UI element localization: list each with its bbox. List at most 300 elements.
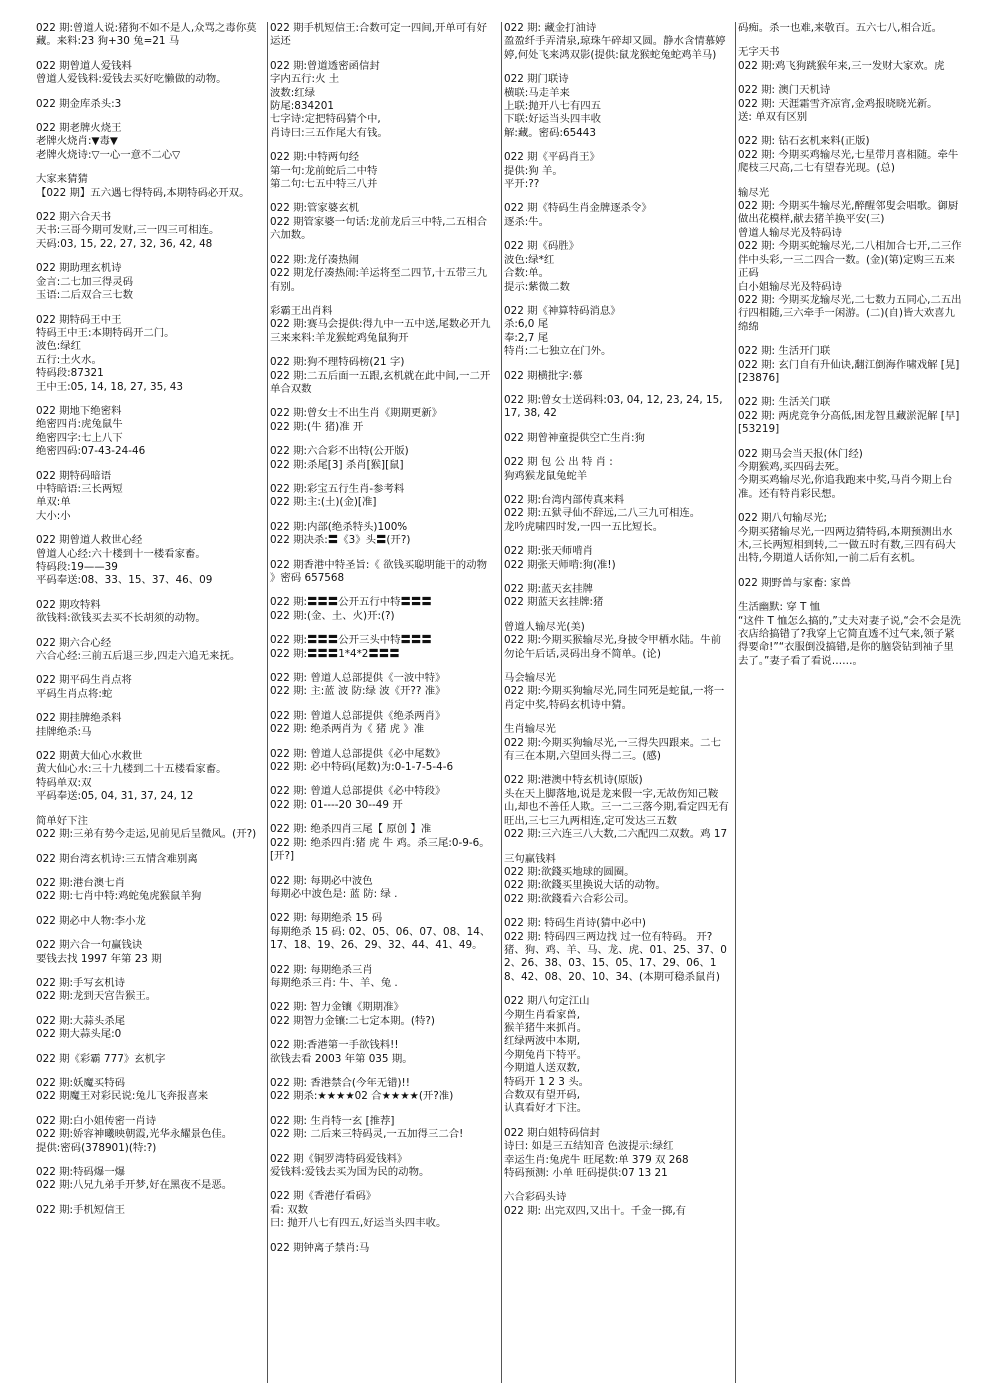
text-block [270, 1115, 495, 1142]
block-line: 老牌火烧诗:▽一心一意不二心▽ [36, 148, 181, 161]
text-block [504, 305, 729, 359]
block-heading: 022 期平码生肖点将 [36, 674, 132, 687]
text-block [36, 122, 261, 162]
block-heading: 022 期《神算特码消息》 [504, 304, 621, 317]
block-heading: 022 期: 特码生肖诗(猜中必中) [504, 917, 646, 930]
block-line: 曾道人爱钱料:爱钱去买好吃懒做的动物。 [36, 73, 227, 86]
text-block [270, 356, 495, 396]
text-block [270, 823, 495, 863]
block-line: 022 期:(牛 猪)准 开 [270, 420, 364, 433]
block-heading: 马会输尽光 [504, 672, 556, 685]
block-line: 杀:6,0 尾 [504, 318, 549, 331]
text-block [270, 1153, 495, 1180]
block-line: 天书:三哥今期可发财,三一四三可相连。 [36, 224, 220, 237]
block-line: 022 期:欲錢买地球的圆圈。 [504, 865, 635, 878]
block-heading: 022 期:大蒜头杀尾 [36, 1014, 125, 1027]
block-heading: 022 期助理玄机诗 [36, 262, 122, 275]
block-heading: 022 期:龙仔凑热闹 [270, 253, 359, 266]
text-block [270, 407, 495, 434]
block-heading: 022 期门联诗 [504, 73, 569, 86]
block-heading: 022 期: 曾道人总部提供《一波中特》 [270, 672, 446, 685]
block-heading: 022 期必中人物:李小龙 [36, 914, 146, 927]
block-heading: 022 期: 钻石玄机来料(正版) [738, 135, 870, 148]
block-heading: 022 期: 曾道人总部提供《绝杀两肖》 [270, 709, 446, 722]
block-line: 大小:小 [36, 509, 71, 522]
block-line: 单双:单 [36, 496, 71, 509]
text-block [504, 917, 729, 984]
block-heading: 简单好下注 [36, 814, 88, 827]
block-line: 022 期决杀:〓《3》头〓(开?) [270, 534, 411, 547]
text-block [36, 853, 261, 866]
block-line: 022 期杀:★★★★02 合★★★★(开?准) [270, 1090, 454, 1103]
block-line: 黄大仙心水:三十九楼到二十五楼看家畜。 [36, 763, 227, 776]
block-line: 老牌火烧肖:▼毒▼ [36, 135, 118, 148]
text-block [270, 875, 495, 902]
block-heading: 022 期《平码肖王》 [504, 151, 600, 164]
block-heading: 022 期金库杀头:3 [36, 97, 122, 110]
text-block [36, 60, 261, 87]
text-block [36, 939, 261, 966]
text-block [504, 723, 729, 763]
block-line: 波色:绿*红 [504, 253, 555, 266]
block-line: 022 期:(金、土、火)开:(?) [270, 609, 395, 622]
block-line: 波色:绿红 [36, 340, 82, 353]
block-line: 今期买猪输尽光,一四两边猜特码,本期预测出水木,三长两短相到转,二一做五时有数,三四有码大出特,今期道人话你知,一前二后有玄机。 [738, 525, 956, 565]
block-heading: 022 期: 曾道人总部提供《必中特段》 [270, 785, 446, 798]
text-block [504, 853, 729, 907]
text-block [738, 46, 963, 73]
text-block [504, 1191, 729, 1218]
block-line: 五行:土火水。 [36, 353, 102, 366]
block-line: 中特暗语:三长两短 [36, 482, 123, 495]
block-heading: 022 期:白小姐传密一肖诗 [36, 1114, 157, 1127]
block-heading: 生肖输尽光 [504, 723, 556, 736]
block-heading: 022 期: 曾道人总部提供《必中尾数》 [270, 747, 446, 760]
text-block [504, 22, 729, 62]
block-heading: 022 期:〓〓〓公开三头中特〓〓〓 [270, 634, 432, 647]
block-heading: 022 期曾道人爱钱料 [36, 59, 132, 72]
block-line: 要钱去找 1997 年第 23 期 [36, 952, 162, 965]
text-block [270, 559, 495, 586]
text-column [34, 22, 268, 1383]
block-line: 022 期: 玄门自有升仙诀,翻江倒海作啸戏解 [晃] [23876] [738, 358, 960, 384]
text-block [36, 98, 261, 111]
block-line: 022 期龙仔凑热闹:羊运将至二四节,十五带三九有别。 [270, 267, 487, 293]
block-heading: 022 期六合一句赢钱诀 [36, 939, 143, 952]
block-line: 022 期:赛马会提供:得九中一五中送,尾数必开九三来来料:羊龙猴蛇鸡兔鼠狗开 [270, 318, 491, 344]
block-heading: 022 期特码王中王 [36, 313, 122, 326]
block-line: 022 期:杀尾[3] 杀肖[猴][鼠] [270, 458, 404, 471]
block-line: 022 期张天师啃:狗(准!) [504, 558, 616, 571]
block-line: 022 期: 今期买龙输尽光,二七数力五同心,二五出行四相随,三六牵手一闲游。(二)(自)皆大欢喜九绵绵 [738, 293, 962, 333]
block-line: 波数:红绿 [270, 86, 316, 99]
text-block [504, 545, 729, 572]
block-line: 解:藏。密码:65443 [504, 126, 597, 139]
block-line: 特码预测: 小单 旺码提供:07 13 21 [504, 1167, 668, 1180]
block-line: 022 期:〓〓〓1*4*2〓〓〓 [270, 647, 400, 660]
block-line: 今期兔肖下特平。 [504, 1048, 588, 1061]
text-block [36, 1053, 261, 1066]
text-block [270, 1039, 495, 1066]
block-line: 022 期: 今期买鸡输尽光,七星带月喜相随。牵牛爬枝三尺高,二七有望春光现。(总) [738, 148, 959, 175]
text-block [504, 240, 729, 294]
block-line: 022 期:欲錢看六合彩公司。 [504, 892, 635, 905]
block-line: 022 期: 01----20 30--49 开 [270, 798, 403, 811]
block-line: 每期绝杀 15 码: 02、05、06、07、08、14、17、18、19、26、29、32、44、41、49。 [270, 925, 491, 952]
text-block [36, 674, 261, 701]
block-heading: 022 期:香港第一手欲钱料!! [270, 1039, 399, 1052]
text-block [36, 262, 261, 302]
block-line: 六合心经:三前五后退三步,四走六追无来抚。 [36, 650, 241, 663]
block-heading: 022 期:〓〓〓公开五行中特〓〓〓 [270, 596, 432, 609]
block-heading: 曾道人输尽光(美) [504, 620, 585, 633]
block-line: 第一句:龙前蛇后二中特 [270, 164, 378, 177]
block-heading: 022 期: 绝杀四肖三尾【 原创 】准 [270, 823, 432, 836]
block-heading: 生活幽默: 穿 T 恤 [738, 601, 821, 614]
block-heading: 022 期: 生活关门联 [738, 396, 831, 409]
block-line: 曰: 抛开八七有四五,好运当头四丰收。 [270, 1217, 447, 1230]
block-line: 爱钱料:爱钱去买为国为民的动物。 [270, 1166, 430, 1178]
block-line: 022 期:今期买狗输尽光,一三得失四跟来。二七有三在本期,六望回头得二三。(感) [504, 736, 721, 763]
text-block [36, 405, 261, 459]
block-line: 022 期: 今期买蛇输尽光,二八相加合七开,二三作伴中头彩,一三二四合一数。(金)(第)定购三五来正码 [738, 240, 962, 280]
block-line: 特码王中王:本期特码开二门。 [36, 326, 175, 339]
text-block [270, 710, 495, 737]
text-block [270, 634, 495, 661]
text-block [270, 202, 495, 242]
block-heading: 022 期: 每期绝杀三肖 [270, 963, 373, 976]
block-line: 每期绝杀三肖: 牛、羊、兔 . [270, 976, 398, 989]
text-block [738, 187, 963, 334]
block-heading: 022 期八句定江山 [504, 995, 590, 1008]
text-block [504, 151, 729, 191]
block-heading: 022 期攻特料 [36, 598, 101, 611]
block-line: 022 期: 天涯霜雪齐凉宵,金鸡报晓晓光新。 [738, 97, 938, 110]
block-line: 防尾:834201 [270, 100, 334, 113]
text-block [504, 583, 729, 610]
block-line: 022 期:主:(土)(金)[准] [270, 496, 377, 509]
text-block [504, 432, 729, 445]
text-block [270, 964, 495, 991]
block-heading: 022 期《特码生肖金牌逐杀令》 [504, 202, 652, 215]
block-line: 第二句:七五中特三八并 [270, 178, 378, 191]
block-line: 玉语:二后双合三七数 [36, 289, 134, 302]
block-line: 合数:单。 [504, 267, 550, 280]
block-line: 今期生肖看家兽, [504, 1008, 581, 1021]
block-heading: 022 期:曾女士不出生肖《期期更新》 [270, 407, 443, 420]
block-line: 022 期智力金镶:二七定本期。(特?) [270, 1014, 435, 1027]
block-line: 022 期大蒜头尾:0 [36, 1028, 122, 1041]
block-line: 022 期:龙到天宫告猴王。 [36, 990, 157, 1003]
text-block [270, 912, 495, 952]
block-line: “这件 T 恤怎么搞的,”丈夫对妻子说,“会不会是洗衣店给搞错了?我穿上它简直透不过气来,领子紧得要命!”“衣服倒没搞错,是你的脑袋钻到袖子里去了。”妻子看了看说……。 [738, 614, 961, 667]
block-heading: 彩霸王出肖料 [270, 304, 333, 317]
block-heading: 022 期:妖魔买特码 [36, 1076, 125, 1089]
block-line: 肖诗曰:三五作尾大有钱。 [270, 126, 388, 139]
text-block [270, 1190, 495, 1230]
block-line: 【022 期】五六遇七得特码,本期特码必开双。 [36, 186, 250, 199]
block-line: 送: 单双有区别 [738, 111, 808, 124]
block-line: 白小姐输尽光及特码诗 [738, 280, 842, 293]
block-heading: 022 期:蓝天玄挂牌 [504, 583, 593, 595]
block-line: 狗鸡猴龙鼠兔蛇羊 [504, 469, 588, 482]
block-heading: 022 期: 生活开门联 [738, 345, 831, 358]
block-line: 提示:紫微二数 [504, 280, 570, 293]
text-block [504, 1127, 729, 1181]
block-heading: 022 期:中特两句经 [270, 151, 359, 164]
block-line: 今期买鸡输尽光,你追我跑来中奖,马肖今期上台准。还有特肖彩民想。 [738, 474, 953, 500]
block-line: 字内五行:火 土 [270, 73, 340, 86]
block-heading: 022 期: 藏金打油诗 [504, 22, 597, 34]
text-block [738, 84, 963, 124]
text-block [738, 345, 963, 385]
block-heading: 六合彩码头诗 [504, 1191, 567, 1204]
block-line: 022 期魔王对彩民说:兔儿飞奔报喜来 [36, 1090, 209, 1103]
block-line: 奉:2,7 尾 [504, 331, 549, 344]
text-block [270, 305, 495, 345]
text-column [268, 22, 502, 1383]
text-block [36, 1115, 261, 1155]
block-heading: 022 期:手写玄机诗 [36, 976, 125, 989]
block-heading: 022 期: 每期必中波色 [270, 874, 373, 887]
block-heading: 022 期曾神童提供空亡生肖:狗 [504, 431, 645, 444]
text-block [270, 483, 495, 510]
block-line: 天码:03, 15, 22, 27, 32, 36, 42, 48 [36, 237, 213, 250]
text-block [36, 22, 261, 49]
block-heading: 大家来猜猜 [36, 173, 88, 186]
block-heading: 三句赢钱料 [504, 852, 556, 865]
text-block [270, 1077, 495, 1104]
block-line: 022 期:今期买猴输尽光,身披令甲栖水陆。牛前勿论午后话,灵码出身不简单。(论) [504, 634, 721, 660]
block-line: 下联:好运当头四丰收 [504, 113, 602, 126]
block-heading: 022 期:管家婆玄机 [270, 202, 359, 215]
block-line: 盈盈纤手弄清泉,琼珠午碎却又圆。静水含情慕婷婷,何处飞来鸿双影(提供:鼠龙猴蛇兔蛇鸡羊马) [504, 35, 726, 61]
text-block [36, 1204, 261, 1217]
block-heading: 022 期:狗不理特码榜(21 字) [270, 356, 405, 369]
block-line: 022 期:七肖中特:鸡蛇兔虎猴鼠羊狗 [36, 890, 202, 903]
text-block [504, 456, 729, 483]
text-block [738, 135, 963, 175]
block-heading: 022 期:台湾内部传真来料 [504, 493, 625, 506]
text-block [36, 1015, 261, 1042]
block-heading: 022 期八句输尽光; [738, 512, 827, 525]
text-block [738, 448, 963, 502]
block-heading: 022 期老牌火烧王 [36, 122, 122, 135]
block-line: 横联:马走羊来 [504, 86, 570, 99]
block-heading: 022 期黄大仙心水救世 [36, 750, 143, 763]
block-heading: 022 期台湾玄机诗:三五情含难别离 [36, 852, 198, 865]
block-line: 022 期: 出完双四,又出十。千金一掷,有 [504, 1204, 687, 1217]
text-block [36, 637, 261, 664]
block-line: 提供:密码(378901)(特:?) [36, 1141, 157, 1154]
block-line: 022 期管家婆一句话:龙前龙后三中特,二五相合六加数。 [270, 215, 487, 242]
text-block [36, 173, 261, 200]
block-heading: 022 期挂牌绝杀料 [36, 712, 122, 725]
block-heading: 022 期地下绝密料 [36, 404, 122, 417]
block-line: 022 期: 主:蓝 波 防:绿 波《开?? 准》 [270, 685, 446, 698]
block-heading: 022 期:彩宝五行生肖-参考料 [270, 482, 405, 495]
block-heading: 022 期 包 公 出 特 肖 : [504, 456, 613, 469]
block-line: 022 期:娇容神曦映朝霞,光华永耀景色佳。 [36, 1128, 233, 1141]
block-line: 认真看好才下注。 [504, 1102, 588, 1115]
text-block [270, 596, 495, 623]
block-line: 欲钱料:欲钱买去买不长胡须的动物。 [36, 612, 206, 625]
text-block [270, 1001, 495, 1028]
block-heading: 022 期《彩霸 777》玄机字 [36, 1052, 166, 1065]
block-line: 龙吟虎啸四时发,一四一五比短长。 [504, 520, 664, 533]
block-heading: 022 期:六合彩不出特(公开版) [270, 445, 409, 458]
block-heading: 022 期《香港仔看码》 [270, 1190, 377, 1203]
block-heading: 022 期:港台澳七肖 [36, 876, 125, 889]
block-line: 特码段:19——39 [36, 561, 118, 573]
block-heading: 022 期: 智力金镶《期期准》 [270, 1001, 404, 1014]
text-column [502, 22, 736, 1383]
block-line: 022 期: 两虎竞争分高低,困龙智且藏淤泥解 [早] [53219] [738, 409, 960, 436]
text-block [270, 254, 495, 294]
block-heading: 022 期:特码爆一爆 [36, 1166, 125, 1178]
block-line: 022 期:八兄九弟手开梦,好在黑夜不是恶。 [36, 1179, 233, 1192]
block-line: 特肖:二七独立在门外。 [504, 345, 612, 358]
text-block [270, 672, 495, 699]
block-line: 幸运生肖:兔虎牛 旺尾数:单 379 双 268 [504, 1153, 689, 1166]
text-block [36, 1077, 261, 1104]
block-heading: 022 期:曾道透密函信封 [270, 59, 380, 72]
block-heading: 无字天书 [738, 46, 780, 59]
text-block [270, 22, 495, 49]
block-heading: 022 期: 每期绝杀 15 码 [270, 912, 383, 925]
block-line: 猴羊猪牛来抓肖。 [504, 1021, 588, 1034]
block-line: 022 期:五狱寻仙不辞远,二八三九可相连。 [504, 507, 701, 520]
block-line: 逐杀:牛。 [504, 215, 550, 228]
block-heading: 022 期:港澳中特玄机诗(原版) [504, 774, 643, 787]
text-block [36, 314, 261, 394]
text-block [504, 774, 729, 841]
block-line: 王中王:05, 14, 18, 27, 35, 43 [36, 380, 184, 393]
block-heading: 码痴。杀一也难,来敬百。五六七八,相合近。 [738, 22, 943, 34]
text-block [738, 22, 963, 35]
block-line: 022 期:鸡飞狗跳猴年来,三一发财大家欢。虎 [738, 59, 945, 72]
text-block [36, 712, 261, 739]
text-block [270, 151, 495, 191]
block-line: 上联:抛开八七有四五 [504, 100, 602, 113]
block-heading: 022 期横批字:慕 [504, 369, 583, 382]
block-heading: 022 期:张天师啃肖 [504, 545, 593, 558]
block-line: 曾道人输尽光及特码诗 [738, 226, 842, 239]
text-block [36, 877, 261, 904]
block-line: 平码奉送:08、33、15、37、46、09 [36, 574, 213, 587]
block-line: 曾道人心经:六十楼到十一楼看家畜。 [36, 547, 206, 560]
text-block [504, 995, 729, 1116]
text-block [36, 211, 261, 251]
block-heading: 022 期:曾女士送码料:03, 04, 12, 23, 24, 15, 17, 38, 42 [504, 393, 723, 420]
block-line: 平码生肖点将:蛇 [36, 687, 113, 700]
text-block [738, 601, 963, 668]
block-line: 绝密四码:07-43-24-46 [36, 445, 146, 458]
block-line: 诗曰: 如是三五结知音 色波提示:绿红 [504, 1140, 674, 1153]
block-heading: 022 期:手机短信王 [36, 1203, 125, 1216]
text-block [36, 815, 261, 842]
block-line: 绝密四字:七上八下 [36, 431, 123, 444]
block-heading: 022 期野兽与家畜: 家兽 [738, 576, 852, 589]
text-block [270, 1242, 495, 1255]
text-block [270, 445, 495, 472]
block-line: 红绿两波中本期, [504, 1035, 581, 1048]
block-heading: 022 期特码暗语 [36, 469, 112, 482]
block-line: 今期猴鸡,买四码去死。 [738, 460, 846, 473]
block-line: 022 期蓝天玄挂牌:猪 [504, 596, 604, 609]
block-heading: 022 期白姐特码信封 [504, 1126, 600, 1139]
text-block [36, 750, 261, 804]
block-line: 022 期: 绝杀两肖为《 猪 虎 》准 [270, 723, 425, 736]
text-block [270, 748, 495, 775]
text-block [36, 977, 261, 1004]
block-heading: 022 期香港中特圣旨:《 欲钱买聪明能干的动物 》密码 657568 [270, 558, 487, 584]
block-line: 每期必中波色是: 蓝 防: 绿 . [270, 887, 398, 900]
block-line: 提供:狗 羊。 [504, 164, 563, 177]
text-block [504, 394, 729, 421]
block-heading: 022 期曾道人救世心经 [36, 534, 143, 547]
block-line: 022 期: 绝杀四肖:猪 虎 牛 鸡。杀三尾:0-9-6。[开?] [270, 836, 490, 863]
text-block [36, 1166, 261, 1193]
text-column [736, 22, 969, 1383]
text-block [270, 521, 495, 548]
text-block [36, 915, 261, 928]
block-line: 平码奉送:05, 04, 31, 37, 24, 12 [36, 790, 194, 803]
text-block [504, 494, 729, 534]
block-line: 022 期:欲錢买里换说大话的动物。 [504, 879, 666, 892]
block-line: 022 期:三六连三八大数,二六配四二双数。鸡 17 [504, 828, 728, 841]
block-line: 绝密四肖:虎兔鼠牛 [36, 418, 123, 431]
block-heading: 022 期:内部(绝杀特头)100% [270, 520, 408, 533]
text-block [36, 470, 261, 524]
block-heading: 022 期《铜罗湾特码爱钱料》 [270, 1152, 408, 1165]
text-block [738, 512, 963, 566]
text-block [36, 534, 261, 588]
block-heading: 022 期: 生肖特一玄 [推荐] [270, 1114, 395, 1127]
block-line: 特码开 1 2 3 头。 [504, 1075, 589, 1088]
block-heading: 022 期钟离子禁肖:马 [270, 1241, 370, 1254]
text-block [504, 370, 729, 383]
block-line: 特码段:87321 [36, 367, 104, 380]
text-block [270, 785, 495, 812]
block-line: 平开:?? [504, 178, 540, 191]
block-line: 022 期:今期买狗输尽光,同生同死是蛇鼠,一将一肖定中奖,特码玄机诗中猜。 [504, 685, 725, 711]
block-heading: 022 期手机短信王:合数可定一四间,开单可有好运还 [270, 22, 487, 48]
text-block [504, 202, 729, 229]
block-line: 金言:二七加三得灵码 [36, 275, 134, 288]
text-block [504, 73, 729, 140]
block-line: 特码单双:双 [36, 776, 92, 789]
block-heading: 022 期: 香港禁合(今年无错)!! [270, 1076, 410, 1089]
block-line: 今期道人送双数, [504, 1062, 581, 1075]
block-line: 欲钱去看 2003 年第 035 期。 [270, 1052, 413, 1065]
block-line: 022 期:三弟有势今走运,见前见后呈微风。(开?) [36, 828, 257, 841]
block-heading: 022 期六合心经 [36, 636, 112, 649]
block-line: 022 期:二五后面一五跟,玄机就在此中间,一二开单合双数 [270, 369, 491, 395]
text-block [504, 672, 729, 712]
block-heading: 022 期:曾道人说:猪狗不如不是人,众骂之毒你莫藏。来料:23 狗+30 兔=21 马 [36, 22, 257, 48]
block-line: 猪、狗、鸡、羊、马、龙、虎、01、25、37、02、26、38、03、15、05、17、29、06、18、42、08、20、10、34、(本期可稳杀鼠肖) [504, 943, 727, 983]
block-line: 022 期: 特码四三两边找 过一位有特码。 开? [504, 930, 713, 943]
block-line: 挂牌绝杀:马 [36, 725, 92, 738]
text-block [738, 396, 963, 436]
block-line: 022 期: 必中特码(尾数)为:0-1-7-5-4-6 [270, 761, 454, 774]
block-line: 七字诗:定把特码猜个中, [270, 113, 381, 126]
block-heading: 022 期马会当天报(休门经) [738, 447, 863, 460]
block-heading: 022 期: 澳门天机诗 [738, 84, 831, 97]
block-line: 头在天上脚落地,说是龙来假一字,无故伤知己鞍山,却也不善任人欺。三一二三落今期,看定四无有旺出,三七三九两相连,定可发达三五数 [504, 787, 729, 827]
block-line: 看: 双数 [270, 1203, 308, 1216]
